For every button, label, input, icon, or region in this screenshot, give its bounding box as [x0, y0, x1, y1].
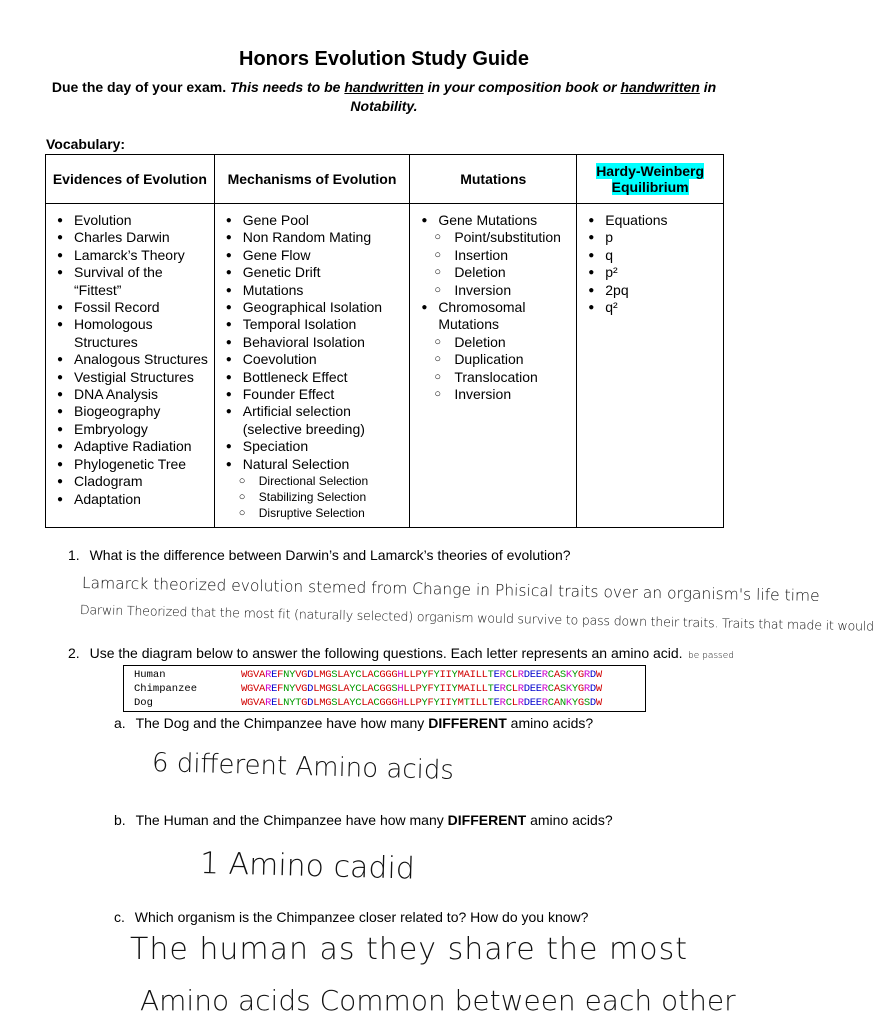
sequence-value: WGVARELNYTGDLMGSLAYCLACGGGHLLPYFYIIYMTILLTERCLRDEERCANKYGSDW [241, 697, 602, 709]
list-item: ● Lamarck’s Theory [50, 247, 210, 264]
selection-types-list [219, 473, 406, 521]
list-item: ● Bottleneck Effect [219, 369, 406, 386]
list-item: ○ Disruptive Selection [219, 505, 406, 521]
question-letter: c. [114, 909, 125, 925]
list-item: ○ Insertion [414, 247, 572, 264]
list-item: ● Gene Flow [219, 247, 406, 264]
question-2a [114, 715, 593, 731]
list-item: ● Homologous Structures [50, 316, 210, 351]
header-mechanisms: Mechanisms of Evolution [214, 155, 410, 204]
question-emphasis: DIFFERENT [428, 715, 507, 731]
question-text: The Human and the Chimpanzee have how many [135, 812, 444, 828]
vocabulary-label: Vocabulary: [46, 136, 126, 152]
list-item: ● Gene Pool [219, 212, 406, 229]
list-item: ● q [581, 247, 719, 264]
list-item: ● Genetic Drift [219, 264, 406, 281]
list-item: ● Speciation [219, 438, 406, 455]
list-item: ● Behavioral Isolation [219, 334, 406, 351]
chromosomal-mutation-types [414, 334, 572, 404]
list-item: ● Temporal Isolation [219, 316, 406, 333]
list-item: ● Charles Darwin [50, 229, 210, 246]
due-text: Due the day of your exam. [51, 79, 227, 95]
question-text: Which organism is the Chimpanzee closer related to? How do you know? [134, 909, 589, 925]
chromosomal-list [414, 299, 572, 334]
question-1 [68, 547, 571, 563]
evidences-cell [46, 204, 215, 528]
list-item: ● Embryology [50, 421, 210, 438]
list-item: ○ Translocation [414, 369, 572, 386]
list-item: ● Coevolution [219, 351, 406, 368]
sequence-name: Human [134, 669, 166, 681]
list-item: ● Founder Effect [219, 386, 406, 403]
sequence-row-human [134, 668, 634, 682]
mutations-cell [410, 204, 577, 528]
question-emphasis: DIFFERENT [447, 812, 527, 828]
list-item: ● Mutations [219, 282, 406, 299]
question-number: 1. [68, 547, 80, 563]
hardy-weinberg-list [581, 212, 719, 316]
sequence-value: WGVAREFNYVGDLMGSLAYCLACGGSHLLPYFYIIYMAILLTERCLRDEERCASKYGRDW [241, 683, 602, 695]
list-item: ● Chromosomal Mutations [414, 299, 572, 334]
list-item: ○ Point/substitution [414, 229, 572, 246]
question-number: 2. [68, 645, 80, 661]
sequence-value: WGVAREFNYVGDLMGSLAYCLACGGGHLLPYFYIIYMAILLTERCLRDEERCASKYGRDW [241, 669, 602, 681]
hardy-weinberg-cell [577, 204, 724, 528]
instruction-text-2: in your composition book or [427, 79, 617, 95]
question-text-end: amino acids? [510, 715, 594, 731]
list-item: ● Biogeography [50, 403, 210, 420]
question-text-end: amino acids? [530, 812, 613, 828]
evidences-list [50, 212, 210, 508]
list-item: ● 2pq [581, 282, 719, 299]
answer-1-line-2b: be passed [688, 651, 734, 661]
list-item: ○ Inversion [414, 282, 572, 299]
list-item: ● Analogous Structures [50, 351, 210, 368]
list-item: ● q² [581, 299, 719, 316]
list-item: ● Survival of the “Fittest” [50, 264, 210, 299]
list-item: ○ Stabilizing Selection [219, 489, 406, 505]
question-text: What is the difference between Darwin’s and Lamarck’s theories of evolution? [89, 547, 571, 563]
subtitle [50, 78, 718, 116]
sequence-name: Dog [134, 697, 153, 709]
list-item: ● Evolution [50, 212, 210, 229]
answer-2c-line-2: Amino acids Common between each other [140, 984, 736, 1017]
list-item: ● Artificial selection (selective breeding) [219, 403, 406, 438]
answer-2c-line-1: The human as they share the most [130, 932, 689, 967]
list-item: ● Adaptation [50, 491, 210, 508]
list-item: ● Fossil Record [50, 299, 210, 316]
question-2 [68, 645, 683, 661]
list-item: ● Adaptive Radiation [50, 438, 210, 455]
list-item: ○ Directional Selection [219, 473, 406, 489]
answer-2a: 6 different Amino acids [151, 748, 455, 786]
mutations-list [414, 212, 572, 229]
answer-1-line-1: Lamarck theorized evolution stemed from Change in Phisical traits over an organism's life time [81, 574, 820, 605]
list-item: ● DNA Analysis [50, 386, 210, 403]
answer-1-line-2: Darwin Theorized that the most fit (naturally selected) organism would survive to pass down their traits. Traits that made it would [79, 602, 874, 634]
sequence-row-dog [134, 696, 634, 710]
question-text: The Dog and the Chimpanzee have how many [135, 715, 425, 731]
page-title: Honors Evolution Study Guide [239, 48, 529, 70]
header-evidences: Evidences of Evolution [46, 155, 215, 204]
handwritten-text-2: handwritten [620, 79, 700, 95]
list-item: ● p [581, 229, 719, 246]
instruction-text-1: This needs to be [230, 79, 341, 95]
mechanisms-list [219, 212, 406, 473]
mechanisms-cell [214, 204, 410, 528]
header-hardy-weinberg [577, 155, 724, 204]
list-item: ● Cladogram [50, 473, 210, 490]
list-item: ● Natural Selection [219, 456, 406, 473]
sequence-row-chimpanzee [134, 682, 634, 696]
list-item: ● Geographical Isolation [219, 299, 406, 316]
answer-2b: 1 Amino cadid [199, 846, 416, 887]
list-item: ● Gene Mutations [414, 212, 572, 229]
list-item: ● Phylogenetic Tree [50, 456, 210, 473]
sequence-name: Chimpanzee [134, 683, 198, 695]
sequence-diagram [123, 665, 646, 712]
instruction-text-4: Notability. [350, 98, 418, 114]
instruction-text-3: in [703, 79, 717, 95]
list-item: ● Vestigial Structures [50, 369, 210, 386]
list-item: ● p² [581, 264, 719, 281]
highlighted-header-text: Hardy-Weinberg Equilibrium [596, 163, 705, 195]
list-item: ○ Inversion [414, 386, 572, 403]
question-2b [114, 812, 613, 828]
header-mutations: Mutations [410, 155, 577, 204]
list-item: ○ Duplication [414, 351, 572, 368]
gene-mutation-types [414, 229, 572, 299]
question-text: Use the diagram below to answer the following questions. Each letter represents an amino acid. [89, 645, 683, 661]
question-2c [114, 909, 588, 925]
list-item: ○ Deletion [414, 334, 572, 351]
list-item: ○ Deletion [414, 264, 572, 281]
list-item: ● Equations [581, 212, 719, 229]
list-item: ● Non Random Mating [219, 229, 406, 246]
question-letter: a. [114, 715, 126, 731]
question-letter: b. [114, 812, 126, 828]
handwritten-text-1: handwritten [344, 79, 424, 95]
vocabulary-table [45, 154, 724, 528]
